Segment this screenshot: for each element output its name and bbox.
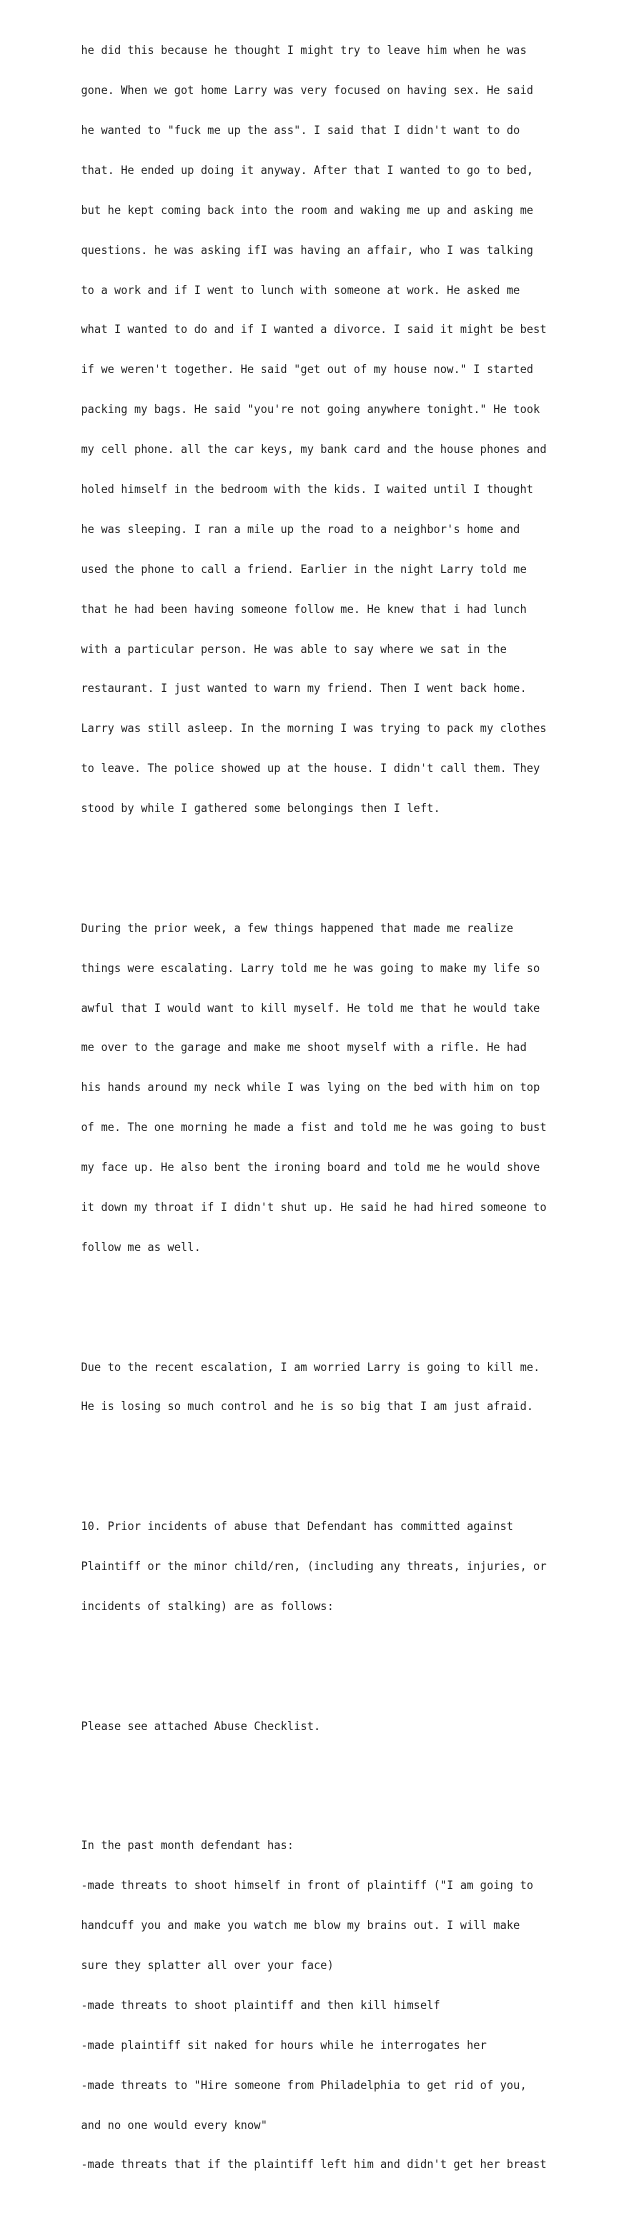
text-line: to a work and if I went to lunch with someone at work. He asked me [81,283,520,297]
text-line: restaurant. I just wanted to warn my friend. Then I went back home. [81,682,527,696]
list-item: -made threats that if the plaintiff left him and didn't get her breast [81,2158,547,2172]
text-line: that. He ended up doing it anyway. After that I wanted to go to bed, [81,163,534,177]
text-line: but he kept coming back into the room and waking me up and asking me [81,203,534,217]
text-line: of me. The one morning he made a fist and told me he was going to bust [81,1121,547,1135]
text-line: used the phone to call a friend. Earlier in the night Larry told me [81,562,527,576]
text-line: Plaintiff or the minor child/ren, (including any threats, injuries, or [81,1560,547,1574]
text-line: he wanted to "fuck me up the ass". I said that I didn't want to do [81,123,520,137]
text-line: to leave. The police showed up at the house. I didn't call them. They [81,762,540,776]
text-line: incidents of stalking) are as follows: [81,1599,334,1613]
text-line: gone. When we got home Larry was very focused on having sex. He said [81,84,534,98]
text-line: In the past month defendant has: [81,1839,294,1853]
text-line: awful that I would want to kill myself. He told me that he would take [81,1001,540,1015]
text-line: During the prior week, a few things happened that made me realize [81,921,514,935]
paragraph-escalation [81,1334,636,1440]
list-item: -made plaintiff sit naked for hours while he interrogates her [81,2038,487,2052]
text-line: what I wanted to do and if I wanted a divorce. I said it might be best [81,323,547,337]
list-item: -made threats to "Hire someone from Philadelphia to get rid of you, [81,2078,527,2092]
text-line: me over to the garage and make me shoot myself with a rifle. He had [81,1041,527,1055]
text-line: it down my throat if I didn't shut up. He said he had hired someone to [81,1201,547,1215]
text-line: Due to the recent escalation, I am worried Larry is going to kill me. [81,1360,540,1374]
text-line: sure they splatter all over your face) [81,1958,334,1972]
text-line: that he had been having someone follow me. He knew that i had lunch [81,602,527,616]
text-line: stood by while I gathered some belongings then I left. [81,802,441,816]
list-item: -made threats to shoot plaintiff and then kill himself [81,1998,441,2012]
list-item: -made threats to shoot himself in front of plaintiff ("I am going to [81,1879,534,1893]
paragraph-past-month-list [81,1813,636,2199]
text-line: his hands around my neck while I was lying on the bed with him on top [81,1081,540,1095]
paragraph-item-10 [81,1494,636,1640]
text-line: he was sleeping. I ran a mile up the road to a neighbor's home and [81,522,520,536]
text-line: things were escalating. Larry told me he was going to make my life so [81,961,540,975]
text-line: my face up. He also bent the ironing board and told me he would shove [81,1161,540,1175]
text-line: holed himself in the bedroom with the kids. I waited until I thought [81,482,534,496]
text-line: 10. Prior incidents of abuse that Defendant has committed against [81,1520,514,1534]
text-line: handcuff you and make you watch me blow my brains out. I will make [81,1919,520,1933]
text-line: with a particular person. He was able to say where we sat in the [81,642,507,656]
text-line: packing my bags. He said "you're not going anywhere tonight." He took [81,403,540,417]
text-line: follow me as well. [81,1240,201,1254]
text-line: questions. he was asking ifI was having an affair, who I was talking [81,243,534,257]
paragraph-checklist-reference [81,1693,636,1759]
text-line: and no one would every know" [81,2118,268,2132]
text-line: if we weren't together. He said "get out of my house now." I started [81,363,534,377]
paragraph-incident-night [81,18,636,842]
text-line: Larry was still asleep. In the morning I was trying to pack my clothes [81,722,547,736]
text-line: He is losing so much control and he is so big that I am just afraid. [81,1400,534,1414]
text-line: he did this because he thought I might try to leave him when he was [81,44,527,58]
text-line: Please see attached Abuse Checklist. [81,1719,321,1733]
document-page [81,0,636,2225]
text-line: my cell phone. all the car keys, my bank card and the house phones and [81,443,547,457]
paragraph-prior-week [81,895,636,1281]
